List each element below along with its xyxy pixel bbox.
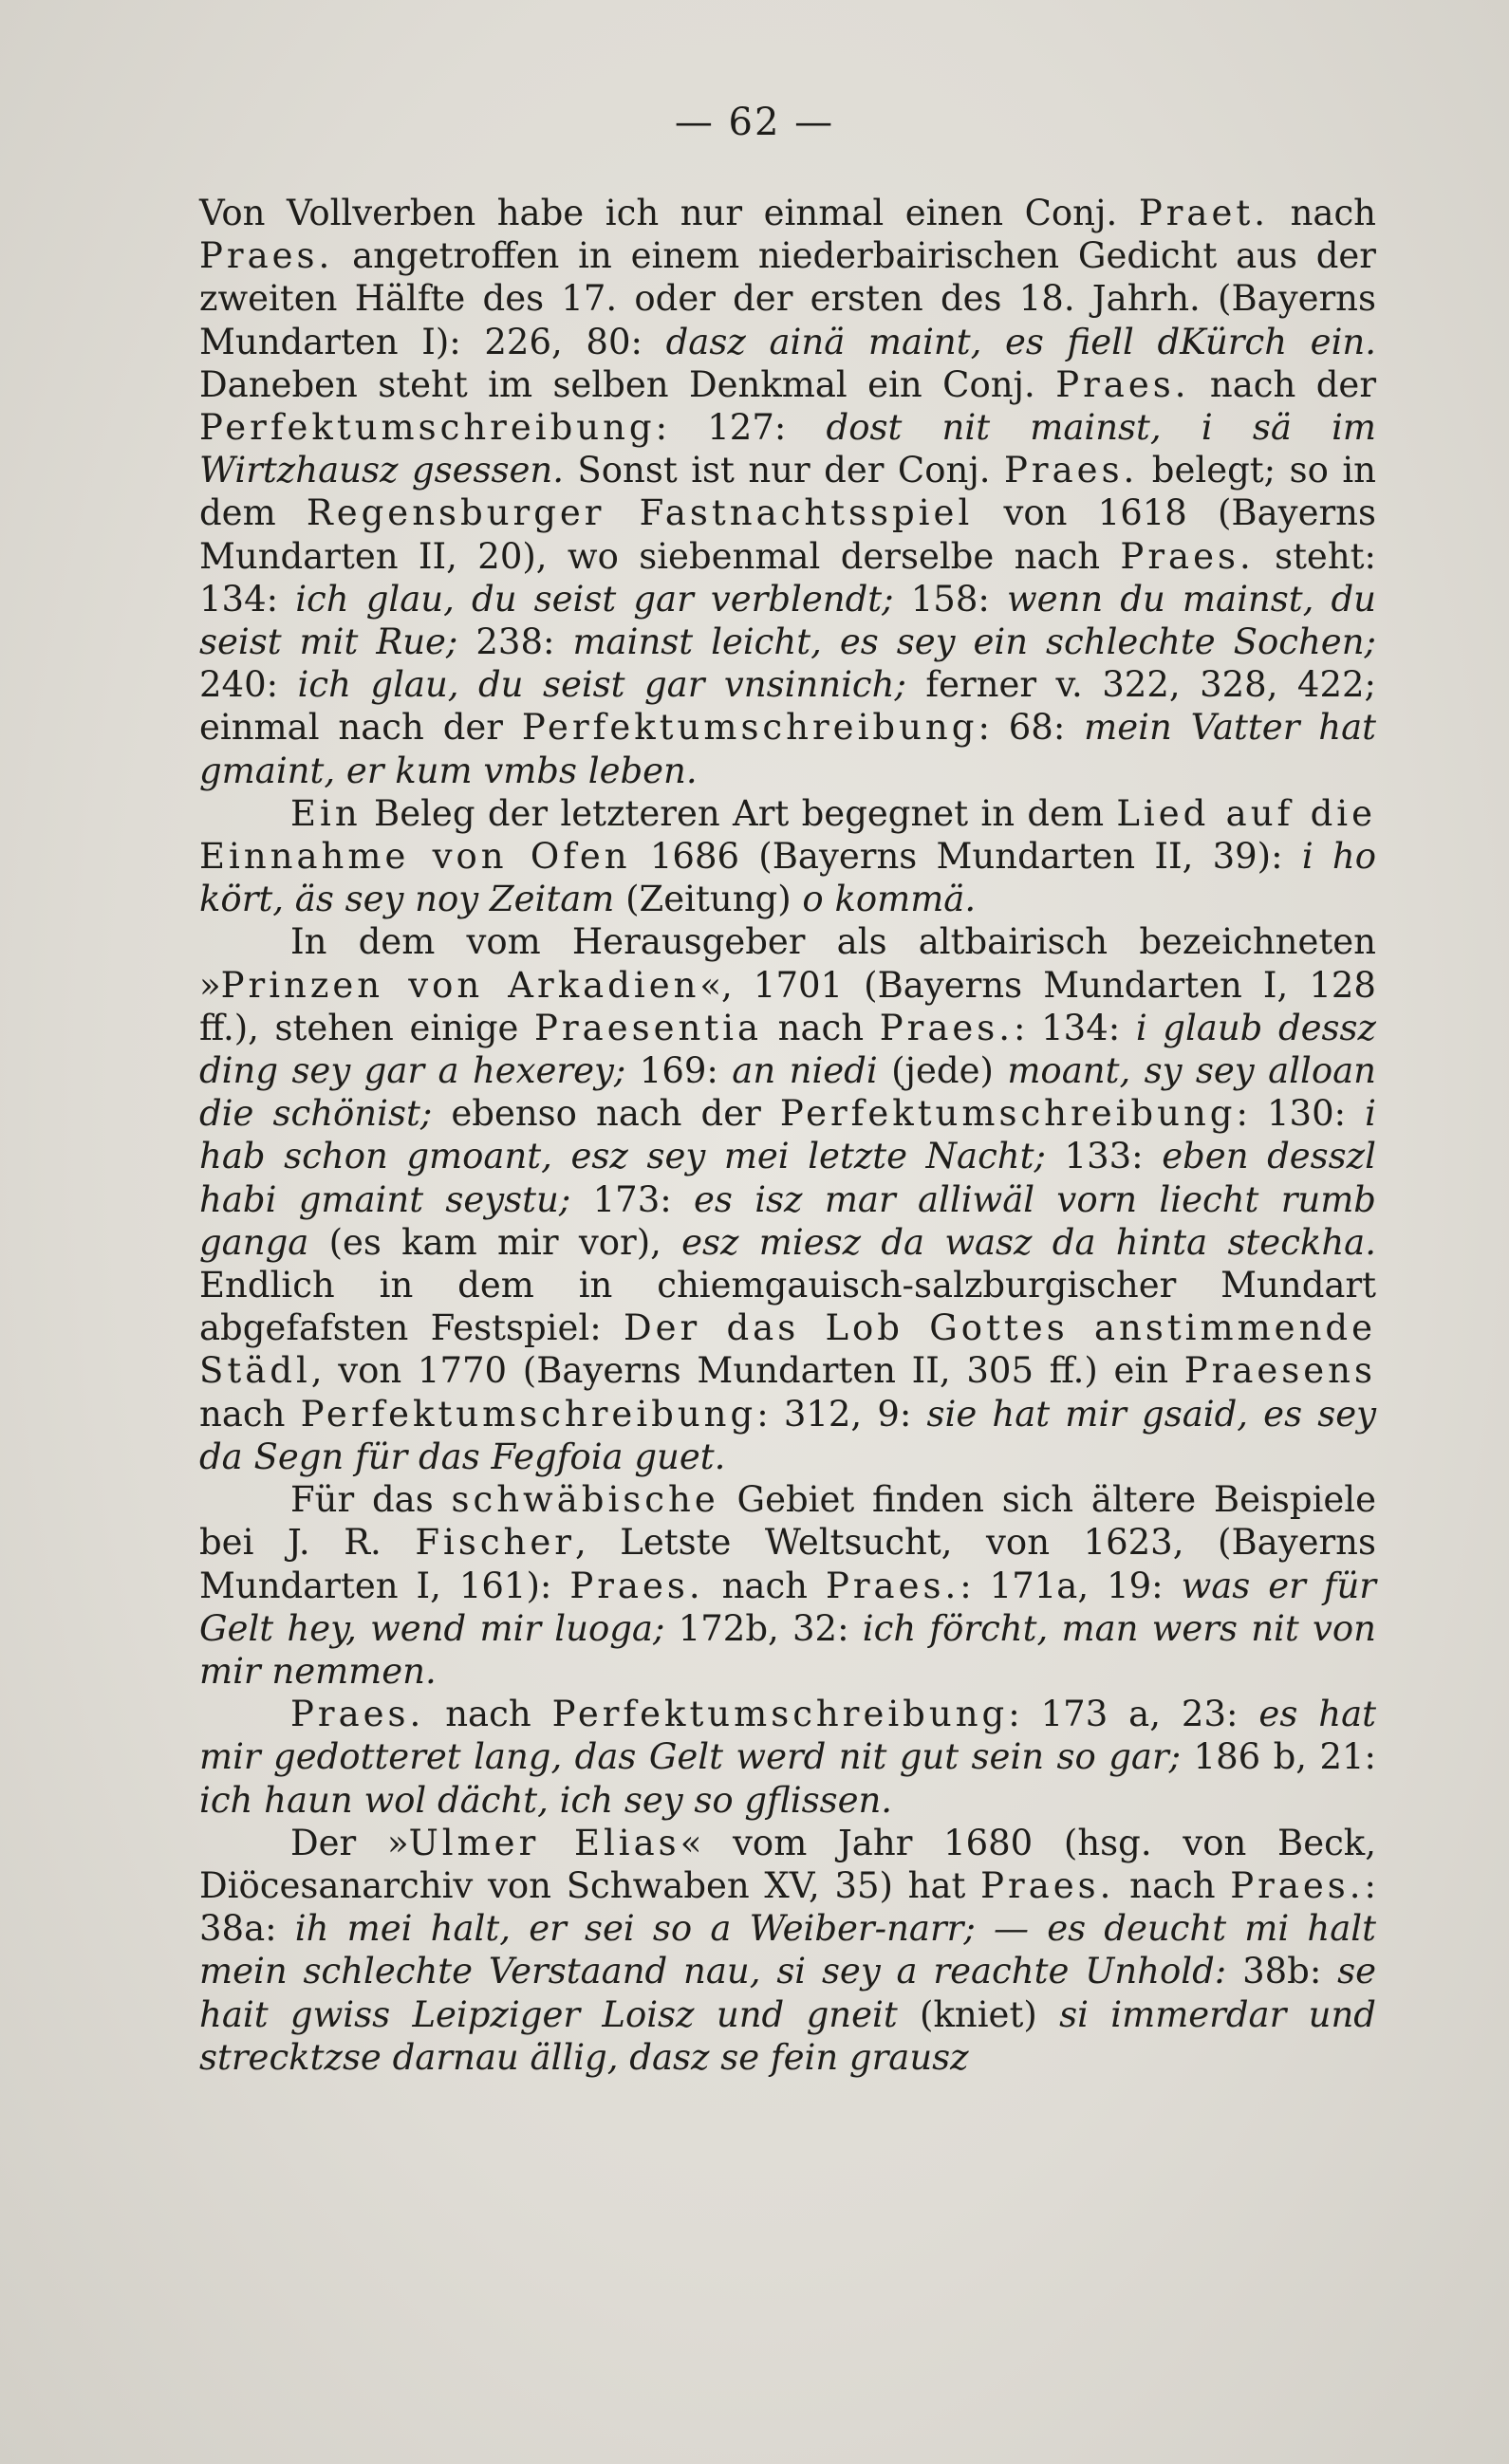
dialect-quote: moant, sy sey alloan die schönist; — [199, 1050, 1377, 1135]
text-run: nach — [762, 1007, 880, 1048]
dialect-quote: o kommä. — [802, 879, 977, 920]
paragraph-1 — [199, 192, 1376, 792]
dialect-quote: eben desszl habi gmaint seystu; — [199, 1136, 1376, 1220]
spaced-text: Perfektumschreibung — [779, 1093, 1237, 1135]
text-run: 173: — [570, 1178, 695, 1220]
text-run: 172b, 32: — [664, 1607, 863, 1649]
text-run: von 1618 (Bayerns Mundarten II, 20), wo siebenmal derselbe nach — [199, 492, 1376, 577]
text-run: : 38a: — [199, 1864, 1377, 1950]
dialect-quote: i ho kört, äs sey noy Zeitam — [199, 836, 1376, 920]
text-run: Endlich in dem in chiemgauisch-salzburgischer Mundart abgefafsten Festspiel: — [199, 1265, 1376, 1349]
text-run: nach — [424, 1694, 552, 1735]
paragraph-4 — [199, 1478, 1376, 1693]
text-run: 38b: — [1226, 1951, 1338, 1992]
body-text — [199, 192, 1376, 2079]
text-run: 169: — [625, 1050, 733, 1092]
text-run: : 171a, 19: — [959, 1565, 1182, 1606]
spaced-text: Ein — [290, 792, 362, 834]
dialect-quote: i hab schon gmoant, esz sey mei letzte Nacht; — [199, 1093, 1377, 1177]
text-run: (Zeitung) — [614, 879, 803, 920]
dialect-quote: dasz ainä maint, es fiell dKürch ein. — [665, 321, 1376, 362]
paragraph-6 — [199, 1822, 1376, 2079]
spaced-text: Praes. — [569, 1565, 704, 1606]
spaced-text: Praes. — [1004, 450, 1139, 491]
spaced-text: Praesentia — [534, 1007, 763, 1048]
text-run: : 312, 9: — [756, 1393, 927, 1435]
text-run: 238: — [457, 621, 573, 663]
text-run: : 134: — [1014, 1007, 1136, 1048]
text-run: 1686 (Bayerns Mundarten II, 39): — [630, 836, 1302, 878]
text-run: (jede) — [877, 1050, 1008, 1092]
spaced-text: Praes. — [1230, 1864, 1365, 1906]
text-run: angetroffen in einem niederbairischen Gedicht aus der zweiten Hälfte des 17. oder der ersten des 18. Jahrh. (Bayerns Mundarten I): 226, 80: — [199, 235, 1376, 362]
text-run: Daneben steht im selben Denkmal ein Conj. — [199, 363, 1056, 405]
dialect-quote: ich förcht, man wers nit von mir nemmen. — [199, 1607, 1376, 1692]
text-run: nach der — [1189, 363, 1377, 405]
text-run: , Letste Weltsucht, von 1623, (Bayerns Mundarten I, 161): — [199, 1522, 1376, 1606]
text-run: 133: — [1045, 1136, 1163, 1177]
dialect-quote: mein Vatter hat gmaint, er kum vmbs leben. — [199, 707, 1376, 791]
dialect-quote: ich glau, du seist gar vnsinnich; — [297, 664, 906, 706]
spaced-text: Praes. — [1120, 535, 1255, 577]
text-run: Der » — [290, 1822, 409, 1863]
text-run: 240: — [199, 664, 298, 706]
text-run: 186 b, 21: — [1181, 1736, 1376, 1778]
text-run: Beleg der letzteren Art begegnet in dem — [361, 792, 1117, 834]
text-run: Für das — [290, 1479, 452, 1521]
text-run: 158: — [893, 578, 1007, 620]
spaced-text: Lied auf die Einnahme von Ofen — [199, 792, 1376, 878]
spaced-text: Prinzen von Arkadien — [220, 964, 700, 1006]
dialect-quote: mainst leicht, es sey ein schlechte Sochen; — [572, 621, 1376, 663]
spaced-text: Praes. — [825, 1565, 960, 1606]
text-run: (es kam mir vor), — [308, 1221, 682, 1263]
dialect-quote: ich haun wol dächt, ich sey so gflissen. — [199, 1779, 893, 1821]
spaced-text: Perfektumschreibung — [300, 1393, 757, 1435]
text-run: : 173 a, 23: — [1008, 1694, 1259, 1735]
spaced-text: Praesens — [1183, 1350, 1376, 1392]
paragraph-3 — [199, 920, 1376, 1478]
spaced-text: Praes. — [1055, 363, 1190, 405]
text-run: , von 1770 (Bayerns Mundarten II, 305 ff.) ein — [310, 1350, 1184, 1392]
spaced-text: Perfektumschreibung — [521, 707, 978, 749]
dialect-quote: an niedi — [732, 1050, 878, 1092]
paragraph-5 — [199, 1693, 1376, 1822]
dialect-quote: wenn du mainst, du seist mit Rue; — [199, 578, 1376, 663]
dialect-quote: ih mei halt, er sei so a Weiber-narr; — es deucht mi halt mein schlechte Verstaand nau, si sey a reachte Unhold: — [199, 1908, 1376, 1992]
text-run: nach — [1269, 193, 1377, 233]
spaced-text: Praes. — [879, 1007, 1015, 1048]
text-run: Gebiet finden sich ältere Beispiele bei J. R. — [199, 1479, 1376, 1564]
text-run: steht: 134: — [199, 535, 1376, 620]
spaced-text: Fischer — [415, 1522, 575, 1564]
spaced-text: Perfektumschreibung — [199, 407, 656, 449]
spaced-text: Praes. — [199, 235, 334, 277]
dialect-quote: sie hat mir gsaid, es sey da Segn für das Fegfoia guet. — [199, 1393, 1376, 1477]
text-run: « vom Jahr 1680 (hsg. von Beck, Diöcesanarchiv von Schwaben XV, 35) hat — [199, 1822, 1376, 1906]
spaced-text: Praet. — [1138, 193, 1269, 233]
paragraph-2 — [199, 792, 1376, 921]
spaced-text: Der das Lob Gottes anstimmende Städl — [199, 1307, 1376, 1392]
text-run: : 127: — [655, 407, 827, 449]
spaced-text: schwäbische — [451, 1479, 719, 1521]
text-run: Von Vollverben habe ich nur einmal einen Conj. — [199, 193, 1139, 233]
dialect-quote: se hait gwiss Leipziger Loisz und gneit — [199, 1951, 1376, 2035]
text-run: belegt; so in dem — [199, 450, 1376, 534]
spaced-text: Praes. — [290, 1694, 425, 1735]
spaced-text: Regensburger Fastnachtsspiel — [306, 492, 974, 534]
text-run: Sonst ist nur der Conj. — [563, 450, 1005, 491]
dialect-quote: i glaub dessz ding sey gar a hexerey; — [199, 1007, 1377, 1092]
dialect-quote: was er für Gelt hey, wend mir luoga; — [199, 1565, 1376, 1649]
text-run: nach — [703, 1565, 826, 1606]
page-number: — 62 — — [674, 101, 835, 144]
dialect-quote: dost nit mainst, i sä im Wirtzhausz gsessen. — [199, 407, 1376, 491]
text-run: : 68: — [978, 707, 1085, 749]
dialect-quote: ich glau, du seist gar verblendt; — [295, 578, 894, 620]
dialect-quote: es hat mir gedotteret lang, das Gelt werd nit gut sein so gar; — [199, 1694, 1376, 1778]
spaced-text: Praes. — [980, 1864, 1115, 1906]
text-run: (kniet) — [897, 1993, 1060, 2035]
text-run: nach — [1114, 1864, 1231, 1906]
dialect-quote: es isz mar alliwäl vorn liecht rumb ganga — [199, 1178, 1376, 1263]
text-run: «, 1701 (Bayerns Mundarten I, 128 ff.), stehen einige — [199, 964, 1376, 1048]
text-run: In dem vom Herausgeber als altbairisch bezeichneten » — [199, 921, 1376, 1006]
dialect-quote: si immerdar und strecktzse darnau ällig, dasz se fein grausz — [199, 1993, 1376, 2078]
spaced-text: Perfektumschreibung — [551, 1694, 1009, 1735]
text-run: ferner v. 322, 328, 422; einmal nach der — [199, 664, 1376, 749]
spaced-text: Ulmer Elias — [408, 1822, 680, 1863]
text-run: : 130: — [1236, 1093, 1366, 1135]
dialect-quote: esz miesz da wasz da hinta steckha. — [681, 1221, 1376, 1263]
text-run: ebenso nach der — [432, 1093, 780, 1135]
text-run: nach — [199, 1393, 301, 1435]
